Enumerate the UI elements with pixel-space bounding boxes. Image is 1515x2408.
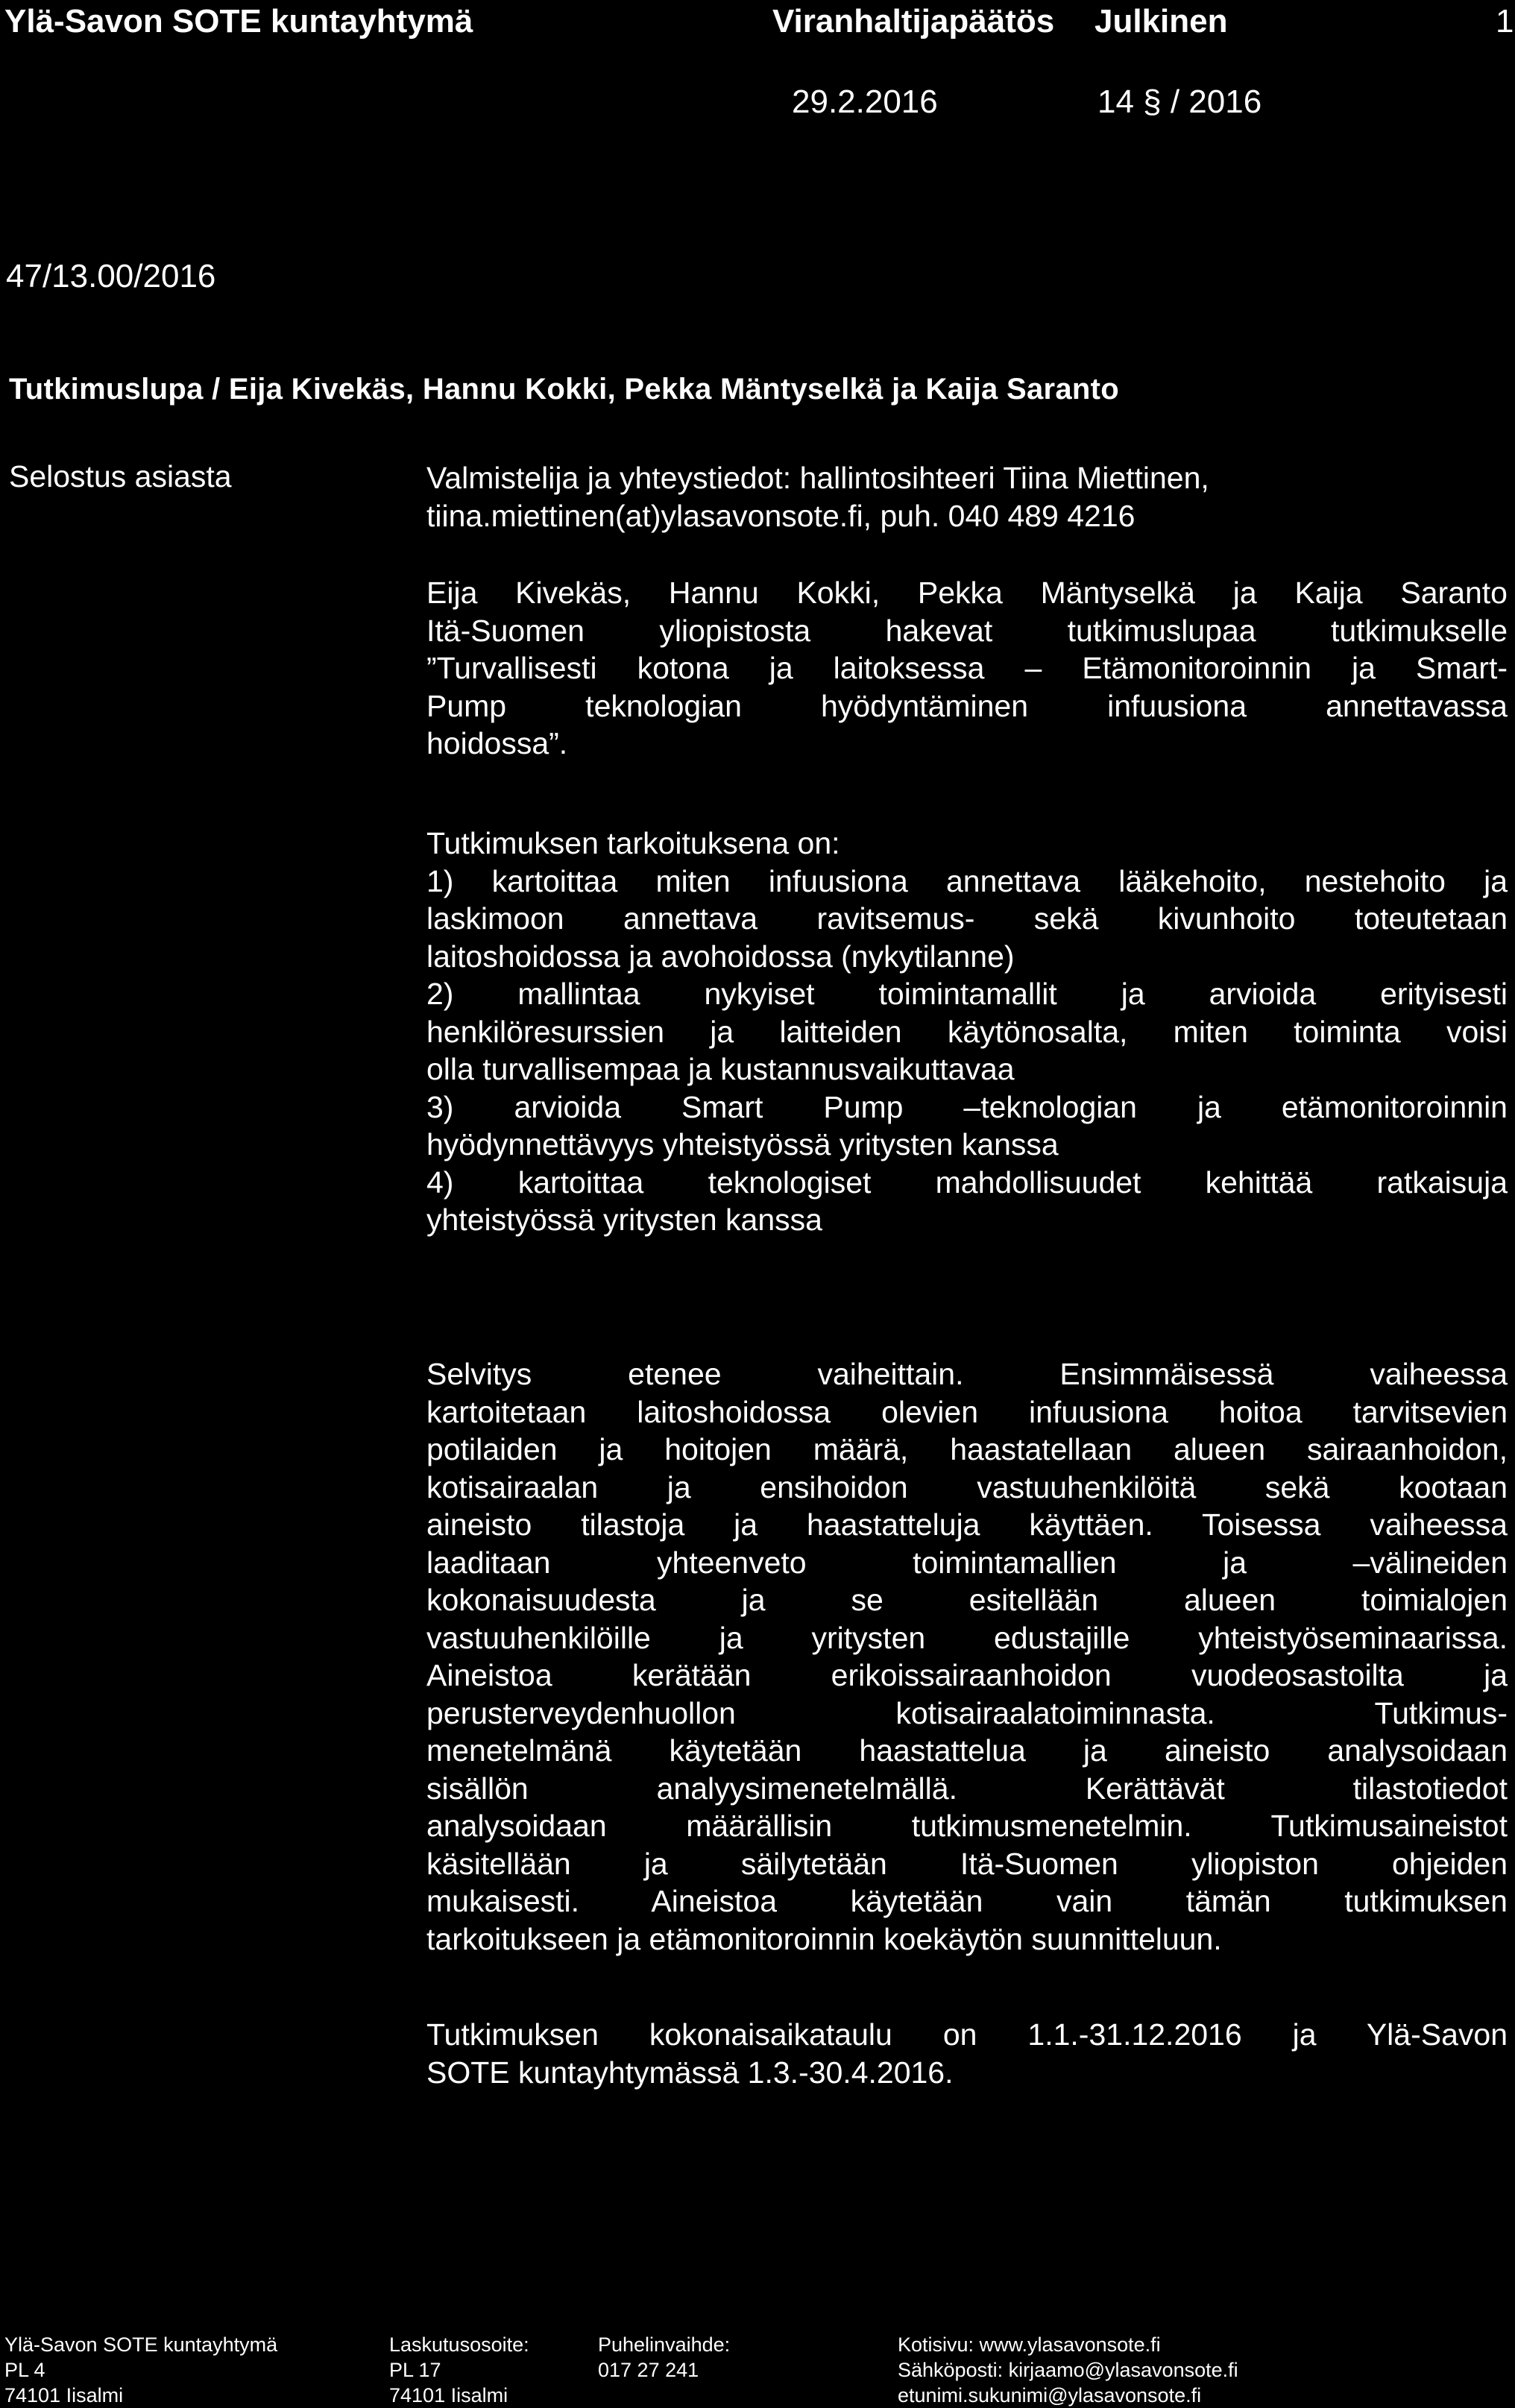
purpose-item: laitoshoidossa ja avohoidossa (nykytilanne)	[426, 939, 1015, 974]
footer-line: 74101 Iisalmi	[389, 2384, 508, 2407]
section-label: Selostus asiasta	[9, 459, 232, 494]
preparer-line: Valmistelija ja yhteystiedot: hallintosihteeri Tiina Miettinen,	[426, 461, 1209, 495]
text-line: perusterveydenhuollon kotisairaalatoiminnasta. Tutkimus-	[426, 1695, 1508, 1730]
text-line: SOTE kuntayhtymässä 1.3.-30.4.2016.	[426, 2055, 954, 2090]
document-type: Viranhaltijapäätös	[772, 3, 1055, 40]
text-line: laaditaan yhteenveto toimintamallien ja –välineiden	[426, 1545, 1508, 1580]
text-line: Pump teknologian hyödyntäminen infuusiona annettavassa	[426, 688, 1508, 723]
footer-email[interactable]: Sähköposti: kirjaamo@ylasavonsote.fi	[898, 2359, 1238, 2381]
footer-line: 017 27 241	[598, 2359, 699, 2381]
text-line: kotisairaalan ja ensihoidon vastuuhenkilöitä sekä kootaan	[426, 1469, 1508, 1504]
purpose-item: 1) kartoittaa miten infuusiona annettava lääkehoito, nestehoito ja	[426, 863, 1508, 898]
footer-line: PL 4	[4, 2359, 45, 2381]
footer-website[interactable]: Kotisivu: www.ylasavonsote.fi	[898, 2333, 1161, 2356]
purpose-item: 2) mallintaa nykyiset toimintamallit ja arvioida erityisesti	[426, 977, 1508, 1011]
footer-line: 74101 Iisalmi	[4, 2384, 124, 2407]
text-line: hoidossa”.	[426, 726, 568, 760]
section-number: 14 § / 2016	[1097, 83, 1262, 120]
text-line: vastuuhenkilöille ja yritysten edustajille yhteistyöseminaarissa.	[426, 1620, 1508, 1655]
text-line: tarkoitukseen ja etämonitoroinnin koekäytön suunnitteluun.	[426, 1921, 1222, 1956]
publicity-status: Julkinen	[1094, 3, 1228, 40]
text-line: sisällön analyysimenetelmällä. Kerättävät tilastotiedot	[426, 1771, 1508, 1806]
paragraph-schedule	[426, 2016, 1508, 2091]
footer-line: Laskutusosoite:	[389, 2333, 529, 2356]
purpose-item: 4) kartoittaa teknologiset mahdollisuudet kehittää ratkaisuja	[426, 1164, 1508, 1200]
footer-line: Ylä-Savon SOTE kuntayhtymä	[4, 2333, 278, 2356]
text-line: menetelmänä käytetään haastattelua ja aineisto analysoidaan	[426, 1733, 1508, 1768]
footer-contact	[898, 2332, 1238, 2408]
footer-billing	[389, 2332, 529, 2408]
footer-organization	[4, 2332, 277, 2408]
footer-phone	[598, 2332, 730, 2383]
footer-line: Puhelinvaihde:	[598, 2333, 731, 2356]
page-title: Tutkimuslupa / Eija Kivekäs, Hannu Kokki, Pekka Mäntyselkä ja Kaija Saranto	[9, 373, 1119, 406]
text-line: Itä-Suomen yliopistosta hakevat tutkimuslupaa tutkimukselle	[426, 613, 1508, 648]
paragraph-methods	[426, 1355, 1508, 1958]
text-line: Aineistoa kerätään erikoissairaanhoidon vuodeosastoilta ja	[426, 1658, 1508, 1692]
text-line: käsitellään ja säilytetään Itä-Suomen yliopiston ohjeiden	[426, 1846, 1508, 1881]
organization-name: Ylä-Savon SOTE kuntayhtymä	[4, 3, 473, 40]
text-line: kokonaisuudesta ja se esitellään alueen toimialojen	[426, 1583, 1508, 1617]
preparer-info	[426, 459, 1508, 535]
footer-email-format: etunimi.sukunimi@ylasavonsote.fi	[898, 2384, 1202, 2407]
text-line: aineisto tilastoja ja haastatteluja käyttäen. Toisessa vaiheessa	[426, 1507, 1508, 1542]
text-line: Selvitys etenee vaiheittain. Ensimmäisessä vaiheessa	[426, 1357, 1508, 1391]
purpose-item: hyödynnettävyys yhteistyössä yritysten kanssa	[426, 1127, 1059, 1162]
text-line: potilaiden ja hoitojen määrä, haastatellaan alueen sairaanhoidon,	[426, 1432, 1508, 1466]
purpose-item: olla turvallisempaa ja kustannusvaikuttavaa	[426, 1052, 1015, 1086]
paragraph-applicants	[426, 574, 1508, 763]
reference-number: 47/13.00/2016	[6, 258, 216, 294]
text-line: analysoidaan määrällisin tutkimusmenetelmin. Tutkimusaineistot	[426, 1809, 1508, 1843]
research-purposes	[426, 825, 1508, 1239]
document-date: 29.2.2016	[792, 83, 938, 120]
text-line: mukaisesti. Aineistoa käytetään vain tämän tutkimuksen	[426, 1884, 1508, 1918]
purpose-item: laskimoon annettava ravitsemus- sekä kivunhoito toteutetaan	[426, 901, 1508, 936]
purpose-item: yhteistyössä yritysten kanssa	[426, 1203, 822, 1237]
text-line: Tutkimuksen kokonaisaikataulu on 1.1.-31.12.2016 ja Ylä-Savon	[426, 2017, 1508, 2052]
purpose-item: henkilöresurssien ja laitteiden käytönosalta, miten toiminta voisi	[426, 1014, 1508, 1049]
purpose-intro: Tutkimuksen tarkoituksena on:	[426, 826, 840, 860]
footer-line: PL 17	[389, 2359, 441, 2381]
text-line: kartoitetaan laitoshoidossa olevien infuusiona hoitoa tarvitsevien	[426, 1394, 1508, 1429]
page-number: 1	[1496, 3, 1514, 40]
purpose-item: 3) arvioida Smart Pump –teknologian ja etämonitoroinnin	[426, 1089, 1508, 1124]
text-line: ”Turvallisesti kotona ja laitoksessa – Etämonitoroinnin ja Smart-	[426, 651, 1508, 685]
text-line: Eija Kivekäs, Hannu Kokki, Pekka Mäntyselkä ja Kaija Saranto	[426, 576, 1508, 610]
preparer-line: tiina.miettinen(at)ylasavonsote.fi, puh. 040 489 4216	[426, 498, 1136, 533]
